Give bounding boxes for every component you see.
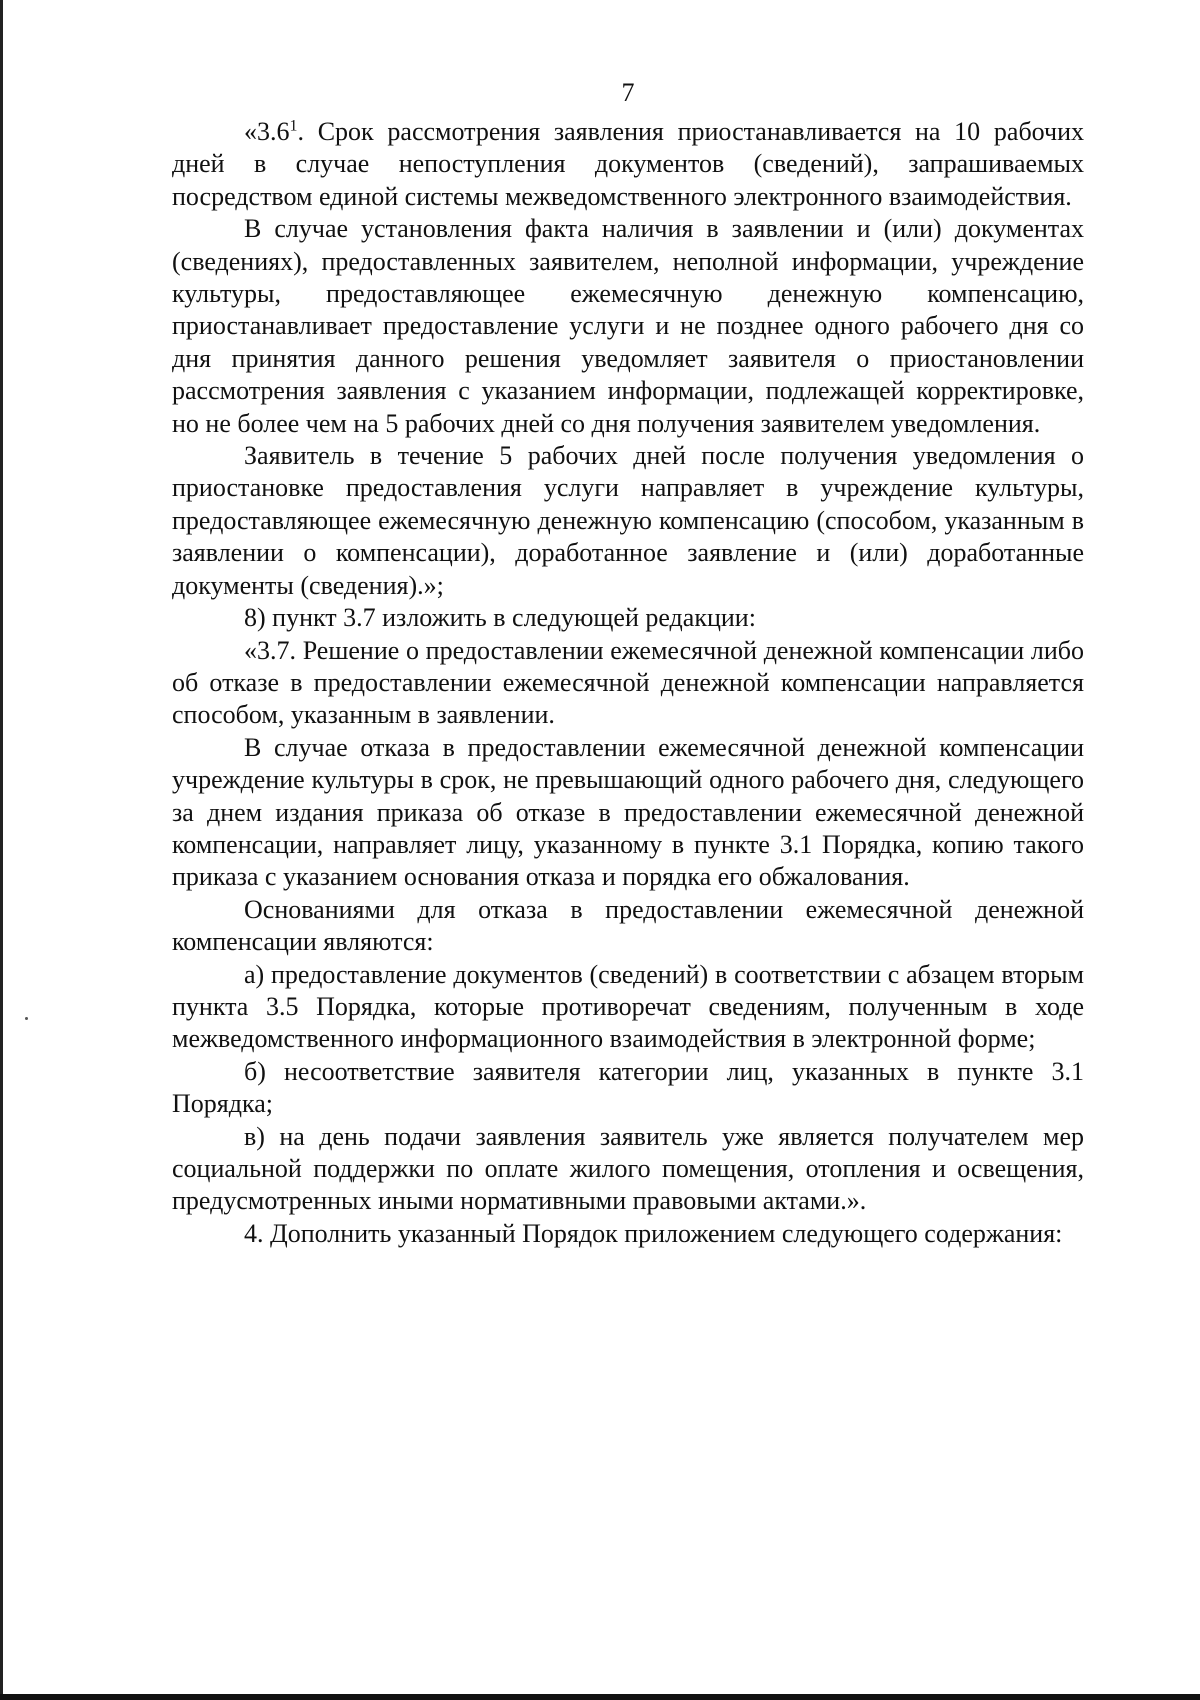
paragraph-applicant-resubmit: Заявитель в течение 5 рабочих дней после получения уведомления о приостановке предоставления услуги направляет в учреждение культуры, предоставляющее ежемесячную денежную компенсацию (способом, указанным в заявлении о компенсации), доработанное заявление и (или) доработанные документы (сведения).»;	[172, 441, 1084, 600]
list-item-v: в) на день подачи заявления заявитель уже является получателем мер социальной поддержки по оплате жилого помещения, отопления и освещения, предусмотренных иными нормативными правовыми актами.».	[172, 1121, 1084, 1216]
paragraph-3-7: «3.7. Решение о предоставлении ежемесячной денежной компенсации либо об отказе в предоставлении ежемесячной денежной компенсации направляется способом, указанным в заявлении.	[172, 635, 1084, 730]
paragraph-refusal-grounds: Основаниями для отказа в предоставлении ежемесячной денежной компенсации являются:	[172, 894, 1084, 957]
paragraph-suspension-case: В случае установления факта наличия в заявлении и (или) документах (сведениях), предоставленных заявителем, неполной информации, учреждение культуры, предоставляющее ежемесячную денежную компенсацию, приостанавливает предоставление услуги и не позднее одного рабочего дня со дня принятия данного решения уведомляет заявителя о приостановлении рассмотрения заявления с указанием информации, подлежащей корректировке, но не более чем на 5 рабочих дней со дня получения заявителем уведомления.	[172, 214, 1084, 438]
superscript: 1	[289, 117, 298, 135]
list-item-b: б) несоответствие заявителя категории лиц, указанных в пункте 3.1 Порядка;	[172, 1056, 1084, 1119]
paragraph-item-4: 4. Дополнить указанный Порядок приложением следующего содержания:	[244, 1218, 1063, 1248]
scan-left-border	[0, 0, 3, 1700]
paragraph-rest: . Срок рассмотрения заявления приостанавливается на 10 рабочих дней в случае непоступления документов (сведений), запрашиваемых посредством единой системы межведомственного электронного взаимодействия.	[172, 117, 1084, 211]
paragraph-item-8: 8) пункт 3.7 изложить в следующей редакции:	[244, 603, 756, 633]
document-body	[172, 116, 1084, 1250]
scan-speck	[25, 1017, 28, 1020]
scan-bottom-border	[0, 1694, 1200, 1700]
page-number: 7	[621, 78, 635, 107]
list-item-a: а) предоставление документов (сведений) в соответствии с абзацем вторым пункта 3.5 Порядка, которые противоречат сведениям, полученным в ходе межведомственного информационного взаимодействия в электронной форме;	[172, 959, 1084, 1054]
paragraph-refusal-case: В случае отказа в предоставлении ежемесячной денежной компенсации учреждение культуры в срок, не превышающий одного рабочего дня, следующего за днем издания приказа об отказе в предоставлении ежемесячной денежной компенсации, направляет лицу, указанному в пункте 3.1 Порядка, копию такого приказа с указанием основания отказа и порядка его обжалования.	[172, 732, 1084, 892]
paragraph-3-6-1	[172, 116, 1084, 213]
paragraph-lead: «3.6	[244, 117, 290, 146]
